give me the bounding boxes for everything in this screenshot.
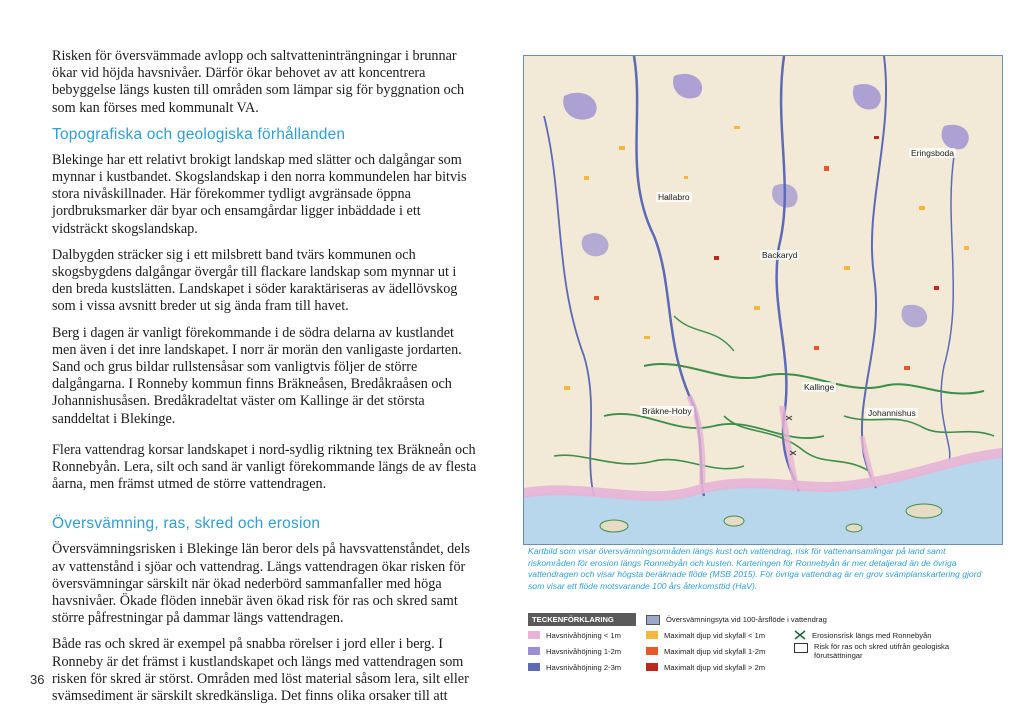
legend-erosion: Erosionsrisk längs med Ronnebyån [812,630,932,640]
legend-sea2: Havsnivåhöjning 1-2m [546,646,622,656]
legend-depth3-swatch [646,663,658,671]
text-column [52,48,480,714]
place-johannishus: Johannishus [868,408,916,418]
legend-landslide: Risk för ras och skred utifrån geologiska förutsättningar [814,642,950,660]
risk-map [523,55,1003,545]
legend-depth2: Maximalt djup vid skyfall 1-2m [664,646,766,656]
heading-oversvamning: Översvämning, ras, skred och erosion [52,515,321,533]
legend-flood-area: Översvämningsyta vid 100-årsflöde i vattendrag [666,615,827,624]
place-hallabro: Hallabro [658,192,690,202]
legend-depth1: Maximalt djup vid skyfall < 1m [664,630,766,640]
paragraph-vatten-risk: Risken för översvämmade avlopp och saltvatteninträngningar i brunnar ökar vid höjda havsnivåer. Därför ökar behovet av att koncentrera bebyggelse längs kusten till områden som lämpar sig för byggnation och som kan förses med kommunalt VA. [52,48,465,116]
legend-sea2-swatch [528,647,540,655]
place-kallinge: Kallinge [804,382,835,392]
landslide-icon [794,643,808,653]
map-legend [528,612,998,675]
map-caption: Kartbild som visar översvämningsområden längs kust och vattendrag, risk för vattenansamlingar på land samt riskområden för erosion längs Ronnebyån och kusten. Karteringen för Ronnebyån är mer detaljerad än de övriga vattendragen och visar högsta beräknade flöde (MSB 2015). För övriga vattendrag är en grov svämplanskartering gjord som visar ett flöde motsvarande 100 års återkomsttid (HaV). [528,546,982,591]
paragraph-berg: Berg i dagen är vanligt förekommande i de södra delarna av kustlandet men även i det inre landskapet. I norr är morän den vanligaste jordarten. Sand och grus bildar rullstensåsar som vanligtvis följer de större dalgångarna. I Ronneby kommun finns Bräkneåsen, Bredåkraåsen och Johannishusåsen. Bredåkradeltat väster om Kallinge är det största sanddeltat i Blekinge. [52,324,462,427]
heading-topografi: Topografiska och geologiska förhållanden [52,125,346,143]
legend-sea1-swatch [528,631,540,639]
erosion-icon [794,630,806,640]
legend-sea3-swatch [528,663,540,671]
paragraph-ras-skred: Både ras och skred är exempel på snabba rörelser i jord eller i berg. I Ronneby är det främst i kustlandskapet och längs med vattendragen som risken för skred är störst. Områden med löst material såsom lera, silt eller svämsediment är särskilt skredkänsliga. Det finns olika orsaker till att [52,636,469,705]
legend-sea3: Havsnivåhöjning 2-3m [546,662,622,672]
paragraph-dalbygden: Dalbygden sträcker sig i ett milsbrett band tvärs kommunen och skogsbygdens dalgångar övergår till flackare landskap som mynnar ut i den breda kustslätten. Landskapet i söder karaktäriseras av ädellövskog som i vissa avsnitt breder ut sig ända fram till havet. [52,246,458,315]
place-eringsboda: Eringsboda [911,148,955,158]
map-graphic [524,56,1002,544]
paragraph-landskap: Blekinge har ett relativt brokigt landskap med slätter och dalgångar som mynnar i kustbandet. Skogslandskap i den norra kommundelen har bitvis stora nivåskillnader. Här förekommer tydligt avgränsade öppna jordbruksmarker där byar och ensamgårdar ligger inbäddade i ett vidsträckt skogslandskap. [52,151,467,237]
legend-sea1: Havsnivåhöjning < 1m [546,630,621,640]
legend-depth1-swatch [646,631,658,639]
legend-flood-swatch [646,615,660,625]
paragraph-vattendrag: Flera vattendrag korsar landskapet i nord-sydlig riktning tex Bräkneån och Ronnebyån. Lera, silt och sand är vanligt förekommande längs de av flesta åarna, men främst utmed de större vattendragen. [52,441,477,493]
legend-depth3: Maximalt djup vid skyfall > 2m [664,662,766,672]
page-number: 36 [30,672,45,687]
place-brakne-hoby: Bräkne-Hoby [642,406,692,416]
place-backaryd: Backaryd [762,250,798,260]
legend-depth2-swatch [646,647,658,655]
legend-title: TECKENFÖRKLARING [528,613,636,626]
paragraph-oversvamningsrisk: Översvämningsrisken i Blekinge län beror dels på havsvattenståndet, dels av vattenstånd i sjöar och vattendrag. Längs vattendragen ökar risken för översvämningar särskilt när ökad nederbörd sammanfaller med höga havsnivåer. Ökade flöden innebär även ökad risk för ras och skred samt större påfrestningar på dammar längs vattendragen. [52,541,471,627]
